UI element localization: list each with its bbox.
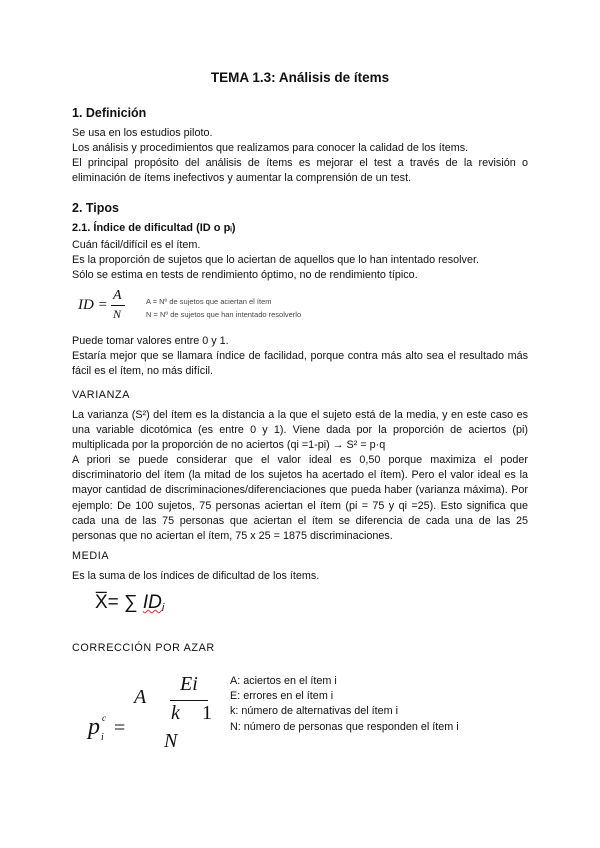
section-heading-definicion: 1. Definición (72, 106, 147, 120)
fraction-bar (111, 305, 125, 306)
id-formula-lhs: ID = (78, 297, 108, 313)
id-formula-legend-a: A = Nº de sujetos que aciertan el ítem (146, 297, 272, 306)
correccion-formula (80, 672, 220, 762)
varianza-heading: VARIANZA (72, 389, 130, 401)
media-formula-id: IDi (142, 592, 165, 614)
corr-n: N (164, 730, 178, 752)
corr-one: 1 (202, 702, 212, 724)
media-formula (95, 592, 164, 614)
difficulty-line-3: Sólo se estima en tests de rendimiento óptimo, no de rendimiento típico. (72, 269, 418, 281)
varianza-paragraph-1: La varianza (S²) del ítem es la distancia a la que el sujeto está de la media, y en este caso es una variable dicotómica (es entre 0 y 1). Viene dada por la proporción de aciertos (pi) multiplicada por la proporción de no aciertos (qi =1-pi) → S² = p·q (72, 409, 528, 452)
correccion-legend-item: k: número de alternativas del ítem i (230, 705, 399, 718)
id-formula-denominator: N (113, 307, 122, 321)
media-heading: MEDIA (72, 550, 110, 562)
subsection-heading-dificultad: 2.1. Índice de dificultad (ID o pᵢ) (72, 222, 236, 234)
definition-line-1: Se usa en los estudios piloto. (72, 127, 213, 139)
media-formula-lhs: X̅= ∑ (95, 592, 138, 613)
corr-ei: Ei (180, 673, 198, 695)
correccion-legend (230, 674, 459, 735)
corr-a: A (134, 686, 147, 708)
id-formula (78, 288, 148, 324)
page-title: TEMA 1.3: Análisis de ítems (210, 70, 390, 85)
id-formula-numerator: A (113, 288, 122, 303)
correccion-legend-item: E: errores en el ítem i (230, 690, 334, 703)
correccion-legend-item: A: aciertos en el ítem i (230, 675, 337, 687)
varianza-paragraph-2: A priori se puede considerar que el valor ideal es 0,50 porque maximiza el poder discriminatorio del ítem (la mitad de los sujetos ha acertado el ítem). Pero el valor ideal es la mayor cantidad de discriminaciones/diferenciaciones que pueda haber (varianza máxima). Por ejemplo: De 100 sujetos, 75 personas aciertan el ítem (pi = 75 y qi =25). Esto significa que cada una de las 75 personas que aciertan el ítem se diferencia de cada una de las 25 personas que no aciertan el ítem, 75 x 25 = 1875 discriminaciones. (72, 454, 528, 543)
difficulty-line-5: Estaría mejor que se llamara índice de facilidad, porque contra más alto sea el resultado más fácil es el ítem, no más difícil. (72, 350, 528, 378)
media-paragraph: Es la suma de los índices de dificultad de los ítems. (72, 570, 320, 582)
corr-p-sup: c (102, 713, 106, 723)
corr-k: k (171, 702, 180, 724)
corr-p-sub: i (101, 732, 104, 743)
section-heading-tipos: 2. Tipos (72, 201, 120, 215)
correccion-heading: CORRECCIÓN POR AZAR (72, 642, 215, 654)
difficulty-line-2: Es la proporción de sujetos que lo aciertan de aquellos que lo han intentado resolver. (72, 254, 479, 266)
corr-inner-fraction-bar (170, 700, 208, 701)
correccion-legend-item: N: número de personas que responden el ítem i (230, 720, 459, 733)
id-formula-legend-n: N = Nº de sujetos que han intentado resolverlo (146, 310, 302, 319)
corr-p: p (88, 714, 100, 740)
difficulty-line-4: Puede tomar valores entre 0 y 1. (72, 335, 229, 347)
definition-line-2: Los análisis y procedimientos que realizamos para conocer la calidad de los ítems. (72, 142, 469, 154)
difficulty-line-1: Cuán fácil/difícil es el ítem. (72, 239, 201, 251)
definition-paragraph: El principal propósito del análisis de ítems es mejorar el test a través de la revisión o eliminación de ítems inefectivos y aumentar la comprensión de un test. (72, 157, 528, 185)
corr-equals: = (114, 717, 126, 739)
